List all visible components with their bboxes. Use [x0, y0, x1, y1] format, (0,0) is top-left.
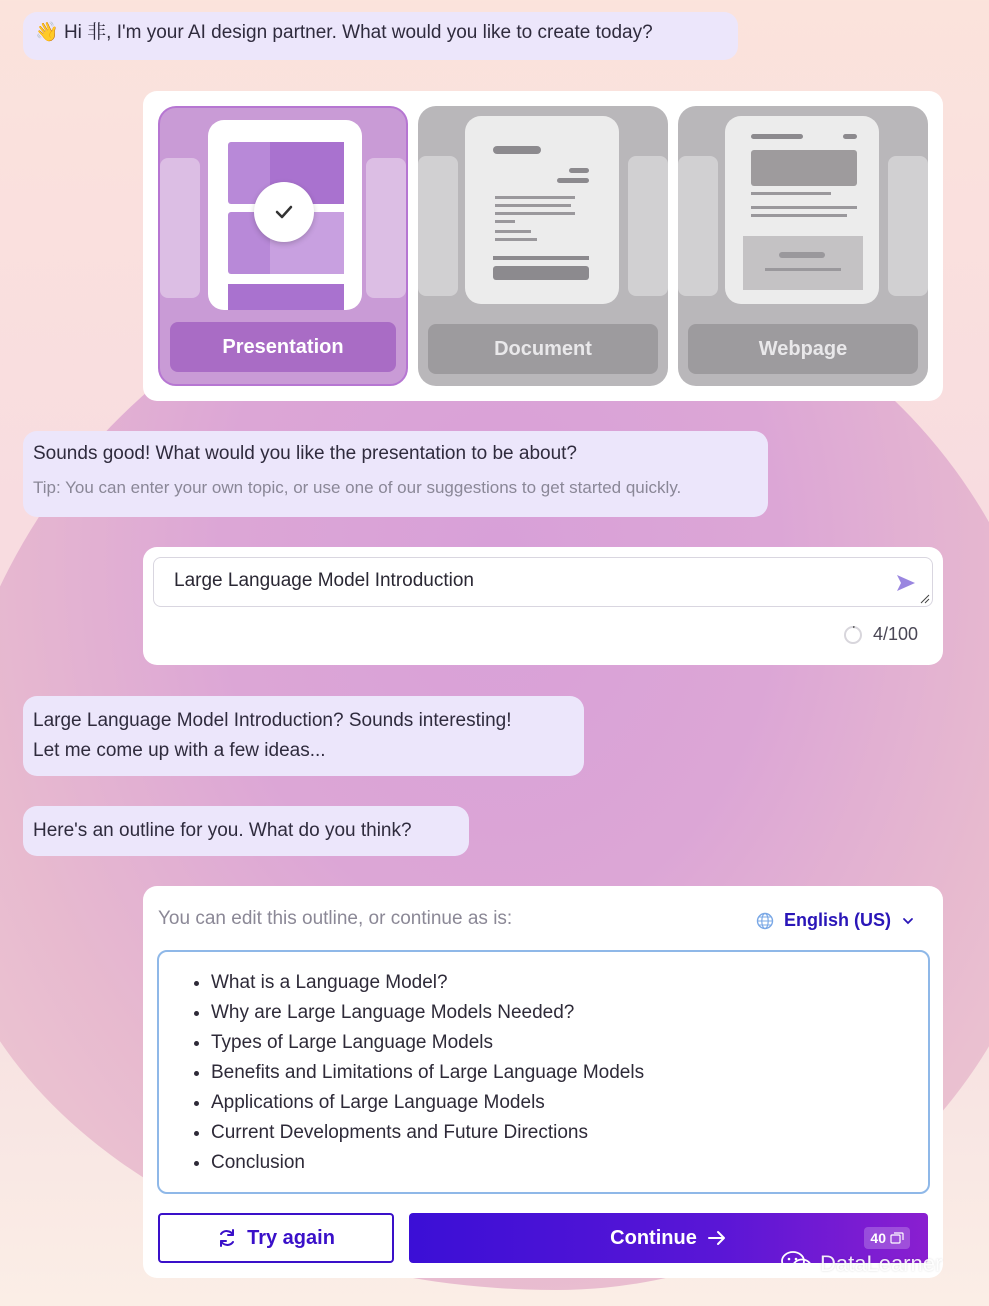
greeting-bubble	[23, 12, 738, 60]
language-selector[interactable]	[756, 910, 915, 931]
topic-input-value: Large Language Model Introduction	[174, 570, 475, 591]
wave-emoji-icon: 👋	[35, 22, 59, 43]
chevron-down-icon	[901, 914, 915, 928]
try-again-label: Try again	[247, 1226, 335, 1249]
outline-hint: You can edit this outline, or continue as is:	[158, 908, 513, 929]
globe-icon	[756, 912, 774, 930]
outline-item[interactable]: • Conclusion	[211, 1148, 904, 1178]
send-icon[interactable]	[896, 574, 916, 592]
outline-item[interactable]: • Benefits and Limitations of Large Language Models	[211, 1058, 904, 1088]
credit-cost-badge: 40	[864, 1227, 910, 1249]
outline-item[interactable]: • What is a Language Model?	[211, 968, 904, 998]
outline-item[interactable]: • Current Developments and Future Directions	[211, 1118, 904, 1148]
outline-intro-bubble: Here's an outline for you. What do you think?	[23, 806, 469, 856]
reply-bubble	[23, 696, 584, 776]
type-option-document[interactable]	[418, 106, 668, 386]
type-option-webpage[interactable]	[678, 106, 928, 386]
greeting-text: Hi 非, I'm your AI design partner. What would you like to create today?	[63, 22, 653, 43]
topic-input[interactable]	[153, 557, 933, 607]
prompt-bubble	[23, 431, 768, 517]
outline-item[interactable]: • Why are Large Language Models Needed?	[211, 998, 904, 1028]
loading-spinner-icon	[843, 625, 863, 645]
document-thumbnail	[465, 116, 619, 304]
outline-item[interactable]: • Types of Large Language Models	[211, 1028, 904, 1058]
type-option-presentation[interactable]	[158, 106, 408, 386]
char-counter: 4/100	[843, 624, 918, 645]
outline-item[interactable]: • Applications of Large Language Models	[211, 1088, 904, 1118]
webpage-button[interactable]: Webpage	[688, 324, 918, 374]
arrow-right-icon	[707, 1229, 727, 1247]
credits-icon	[890, 1232, 904, 1244]
watermark: DataLearner	[780, 1250, 942, 1278]
prompt-tip: Tip: You can enter your own topic, or use one of our suggestions to get started quickly.	[33, 478, 682, 497]
outline-list	[211, 968, 904, 1178]
presentation-button[interactable]: Presentation	[170, 322, 396, 372]
presentation-thumbnail	[208, 120, 362, 310]
wechat-icon	[780, 1250, 814, 1278]
try-again-button[interactable]	[158, 1213, 394, 1263]
check-icon	[254, 182, 314, 242]
document-button[interactable]: Document	[428, 324, 658, 374]
reply-line-2: Let me come up with a few ideas...	[33, 740, 326, 761]
prompt-question: Sounds good! What would you like the presentation to be about?	[33, 443, 577, 464]
webpage-thumbnail	[725, 116, 879, 304]
reply-line-1: Large Language Model Introduction? Sounds interesting!	[33, 710, 512, 731]
continue-label: Continue	[610, 1226, 697, 1249]
language-label: English (US)	[784, 910, 891, 930]
refresh-icon	[217, 1228, 237, 1248]
resize-handle-icon[interactable]	[920, 594, 930, 604]
outline-editor[interactable]	[157, 950, 930, 1194]
